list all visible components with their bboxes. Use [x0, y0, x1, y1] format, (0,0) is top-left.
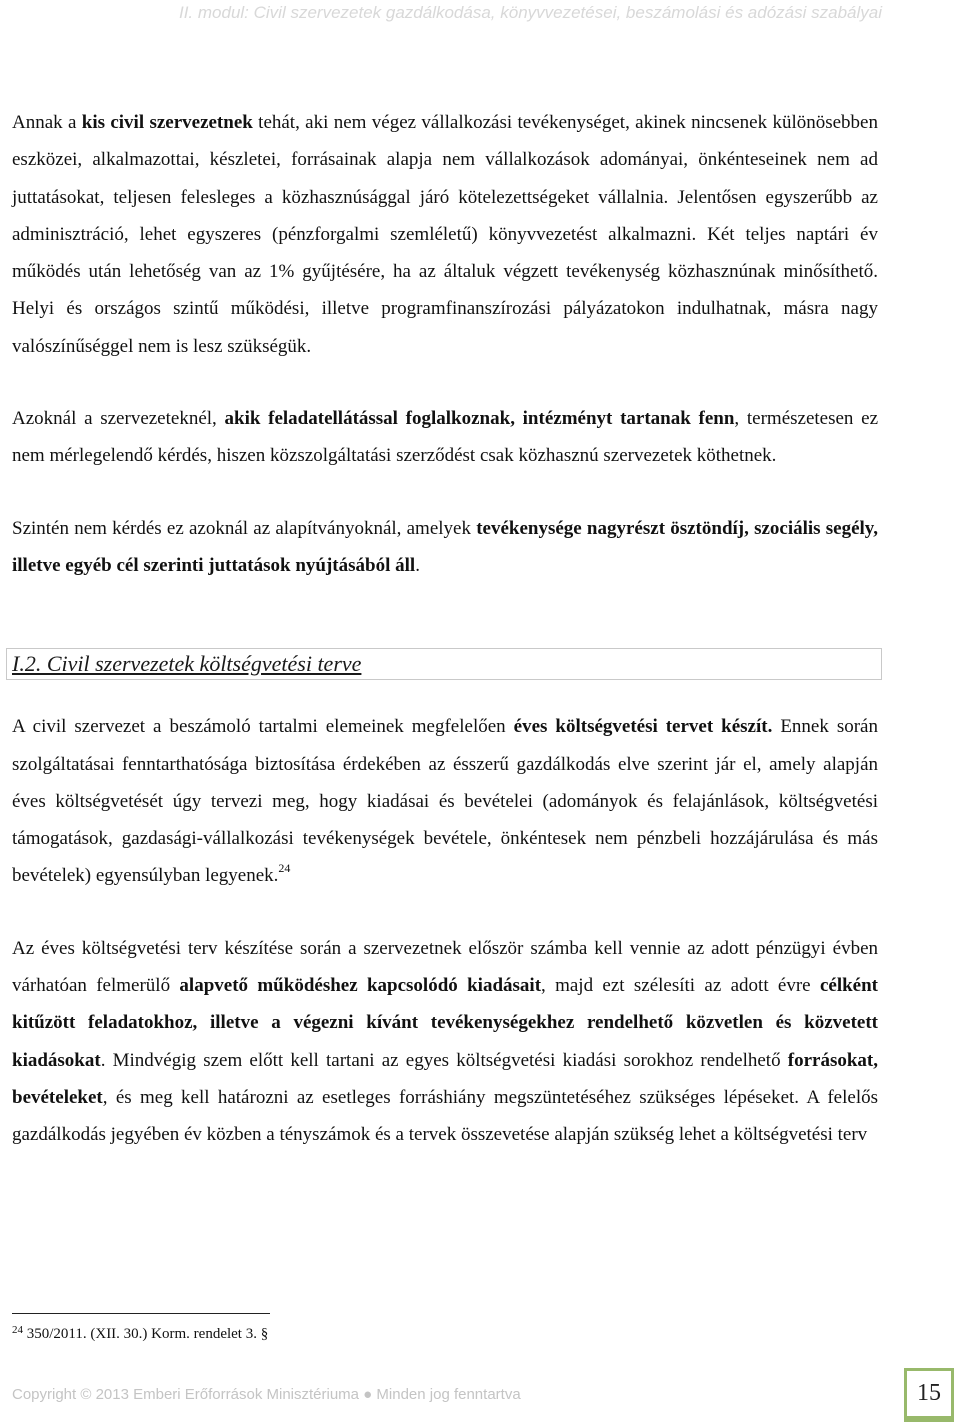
running-header: II. modul: Civil szervezetek gazdálkodása, könyvvezetései, beszámolási és adózási szabályai: [178, 3, 882, 22]
footnote-reference[interactable]: 24: [278, 861, 291, 876]
document-body: [12, 104, 878, 1154]
paragraph-alapitvanyok: Szintén nem kérdés ez azoknál az alapítványoknál, amelyek tevékenysége nagyrészt ösztöndíj, szociális segély, illetve egyéb cél szerinti juttatások nyújtásából áll.: [12, 517, 879, 576]
bold-phrase: akik feladatellátással foglalkoznak, intézményt tartanak fenn: [224, 408, 735, 430]
footnote: [12, 1324, 268, 1344]
paragraph-koltsegvetesi-terv: A civil szervezet a beszámoló tartalmi elemeinek megfelelően éves költségvetési tervet készít. Ennek során szolgáltatásai fenntarthatósága biztosítása érdekében az ésszerű gazdálkodás elve szerint jár el, amely alapján éves költségvetését úgy tervezi meg, hogy kiadásai és bevételei (adományok és felajánlások, költségvetési támogatások, gazdasági-vállalkozási tevékenységek bevétele, önkéntesek nem pénzbeli hozzájárulása és más bevételek) egyensúlyban legyenek.$^{24}$: [12, 716, 878, 887]
bold-phrase: alapvető működéshez kapcsolódó kiadásait: [179, 975, 542, 997]
bold-phrase: éves költségvetési tervet készít.: [513, 716, 773, 738]
footnote-number: 24: [12, 1324, 23, 1336]
page-number-box: [904, 1368, 954, 1422]
footnote-separator: [12, 1313, 270, 1314]
paragraph-kis-civil: Annak a kis civil szervezetnek tehát, aki nem végez vállalkozási tevékenységet, akinek nincsenek különösebben eszközei, alkalmazottai, készletei, forrásainak alapja nem vállalkozások adományai, önkénteseinek nem ad juttatásokat, teljesen felesleges a közhasznúsággal járó kötelezettségeket vállalnia. Jelentősen egyszerűbb az adminisztráció, lehet egyszeres (pénzforgalmi szemléletű) könyvvezetést alkalmazni. Két teljes naptári év működés után lehetőség van az 1% gyűjtésére, ha az általuk végzett tevékenység közhasznúnak minősíthető. Helyi és országos szintű működési, illetve programfinanszírozási pályázatokon indulhatnak, másra nagy valószínűséggel nem is lesz szükségük.: [12, 112, 878, 357]
bold-phrase: tevékenysége nagyrészt ösztöndíj, szociális segély, illetve egyéb cél szerinti juttatások nyújtásából áll: [12, 517, 879, 576]
copyright-footer: Copyright © 2013 Emberi Erőforrások Minisztériuma ● Minden jog fenntartva: [12, 1386, 521, 1403]
bold-phrase: forrásokat, bevételeket: [12, 1049, 878, 1108]
paragraph-tervkeszites: Az éves költségvetési terv készítése során a szervezetnek először számba kell vennie az adott pénzügyi évben várhatóan felmerülő alapvető működéshez kapcsolódó kiadásait, majd ezt szélesíti az adott évre célként kitűzött feladatokhoz, illetve a végezni kívánt tevékenységekhez rendelhető közvetlen és közvetett kiadásokat. Mindvégig szem előtt kell tartani az egyes költségvetési kiadási sorokhoz rendelhető forrásokat, bevételeket, és meg kell határozni az esetleges forráshiány megszüntetéséhez szükséges lépéseket. A felelős gazdálkodás jegyében év közben a tényszámok és a tervek összevetése alapján szükség lehet a költségvetési terv: [12, 937, 878, 1146]
section-heading: I.2. Civil szervezetek költségvetési terve: [12, 651, 362, 677]
bold-phrase: kis civil szervezetnek: [81, 112, 253, 133]
paragraph-feladatellatas: Azoknál a szervezeteknél, akik feladatellátással foglalkoznak, intézményt tartanak fenn, természetesen ez nem mérlegelendő kérdés, hiszen közszolgáltatási szerződést csak közhasznú szervezetek köthetnek.: [12, 408, 879, 467]
footnote-text: 350/2011. (XII. 30.) Korm. rendelet 3. §: [23, 1326, 269, 1342]
page-number: 15: [917, 1380, 941, 1406]
bold-phrase: célként kitűzött feladatokhoz, illetve a végezni kívánt tevékenységekhez rendelhető közvetlen és közvetett kiadásokat: [12, 975, 878, 1071]
section-heading-box: [6, 648, 882, 680]
